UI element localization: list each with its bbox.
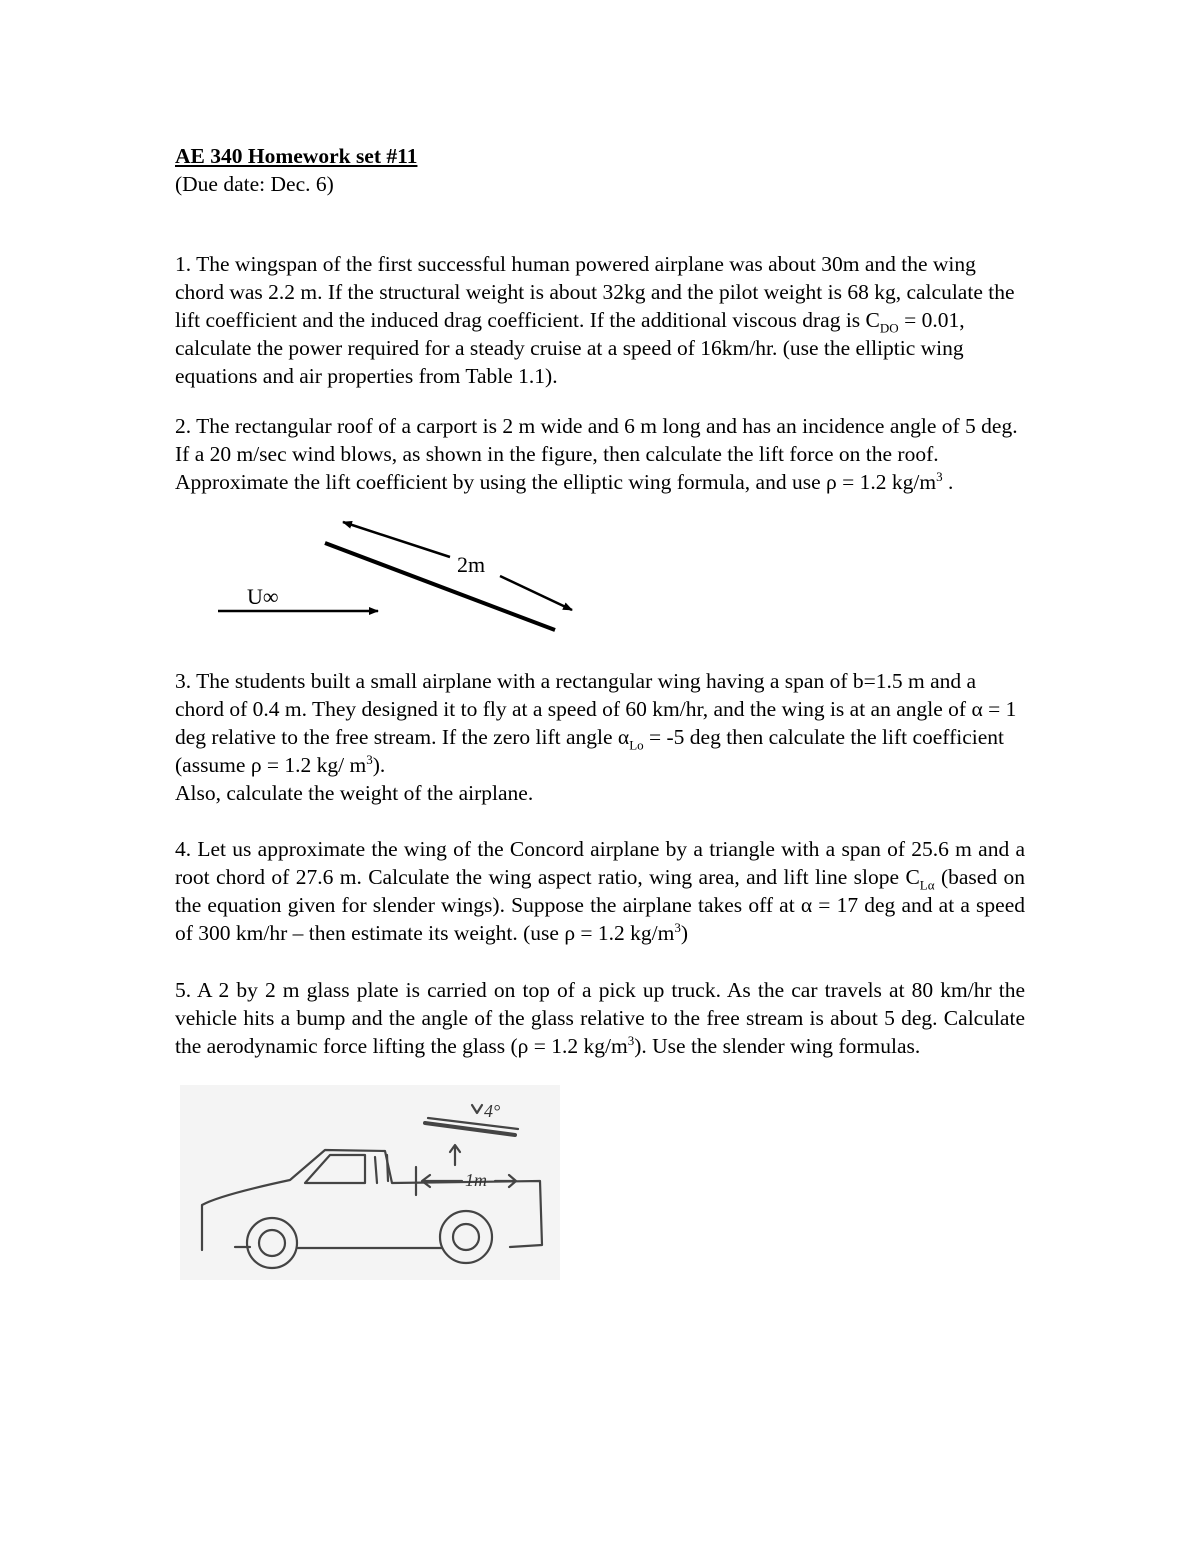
q3-line2: = -5 deg then calculate the lift coefficient (assume ρ = 1.2 kg/ m (175, 725, 1004, 777)
page-title: AE 340 Homework set #11 (175, 144, 418, 168)
question-4 (175, 835, 1025, 947)
q2-text-a: 2. The rectangular roof of a carport is 2 m wide and 6 m long and has an incidence angle of 5 deg. If a 20 m/sec wind blows, as shown in the figure, then calculate the lift force on the roof. Approximate the lift coefficient by using the elliptic wing formula, and use ρ = 1.2 kg/m (175, 414, 1018, 494)
q4-text-c: ) (680, 921, 689, 945)
q2-superscript: 3 (936, 468, 943, 484)
q5-text-a: 5. A 2 by 2 m glass plate is carried on top of a pick up truck. As the car travels at 80 km/hr the vehicle hits a bump and the angle of the glass relative to the free stream is about 5 deg. Calculate the aerodynamic force lifting the glass (ρ = 1.2 kg/m (175, 978, 1025, 1058)
q5-text-b: ). Use the slender wing formulas. (634, 1034, 921, 1058)
question-1 (175, 250, 1025, 390)
width-arrow-left (343, 522, 450, 557)
q5-superscript: 3 (627, 1032, 635, 1048)
question-5 (175, 976, 1025, 1060)
q1-text-a: 1. The wingspan of the first successful human powered airplane was about 30m and the wing chord was 2.2 m. If the structural weight is about 32kg and the pilot weight is 68 kg, calculate the lift coefficient and the induced drag coefficient. If the additional viscous drag is C (175, 252, 1015, 332)
question-3 (175, 667, 1025, 807)
q3-also: Also, calculate the weight of the airplane. (175, 781, 534, 805)
q1-subscript: DO (879, 320, 899, 336)
q4-text-a: 4. Let us approximate the wing of the Concord airplane by a triangle with a span of 25.6 m and a root chord of 27.6 m. Calculate the wing aspect ratio, wing area, and lift line slope C (175, 837, 1025, 889)
q3-subscript: Lo (629, 737, 644, 753)
q4-subscript: Lα (919, 877, 935, 893)
q2-text-b: . (942, 470, 954, 494)
width-label: 2m (457, 552, 486, 577)
q1-text-b: = 0.01, calculate the power required for a steady cruise at a speed of 16km/hr. (use the elliptic wing equations and air properties from Table 1.1). (175, 308, 965, 388)
length-label: 1m (465, 1170, 487, 1190)
freestream-label: U∞ (247, 584, 279, 609)
angle-label: 4° (484, 1101, 501, 1121)
question-2 (175, 412, 1025, 496)
due-date: (Due date: Dec. 6) (175, 172, 334, 196)
q4-text-b: (based on the equation given for slender wings). Suppose the airplane takes off at α = 17 deg and at a speed of 300 km/hr – then estimate its weight. (use ρ = 1.2 kg/m (175, 865, 1025, 945)
q4-superscript: 3 (674, 919, 681, 935)
q3-line3: ). (372, 753, 386, 777)
q3-line1: 3. The students built a small airplane with a rectangular wing having a span of b=1.5 m and a chord of 0.4 m. They designed it to fly at a speed of 60 km/hr, and the wing is at an angle of α = 1 deg relative to the free stream. If the zero lift angle α (175, 669, 1017, 749)
width-arrow-right (500, 576, 572, 610)
carport-roof-diagram (200, 510, 600, 640)
q3-superscript: 3 (366, 751, 373, 767)
pickup-truck-sketch (180, 1085, 560, 1280)
